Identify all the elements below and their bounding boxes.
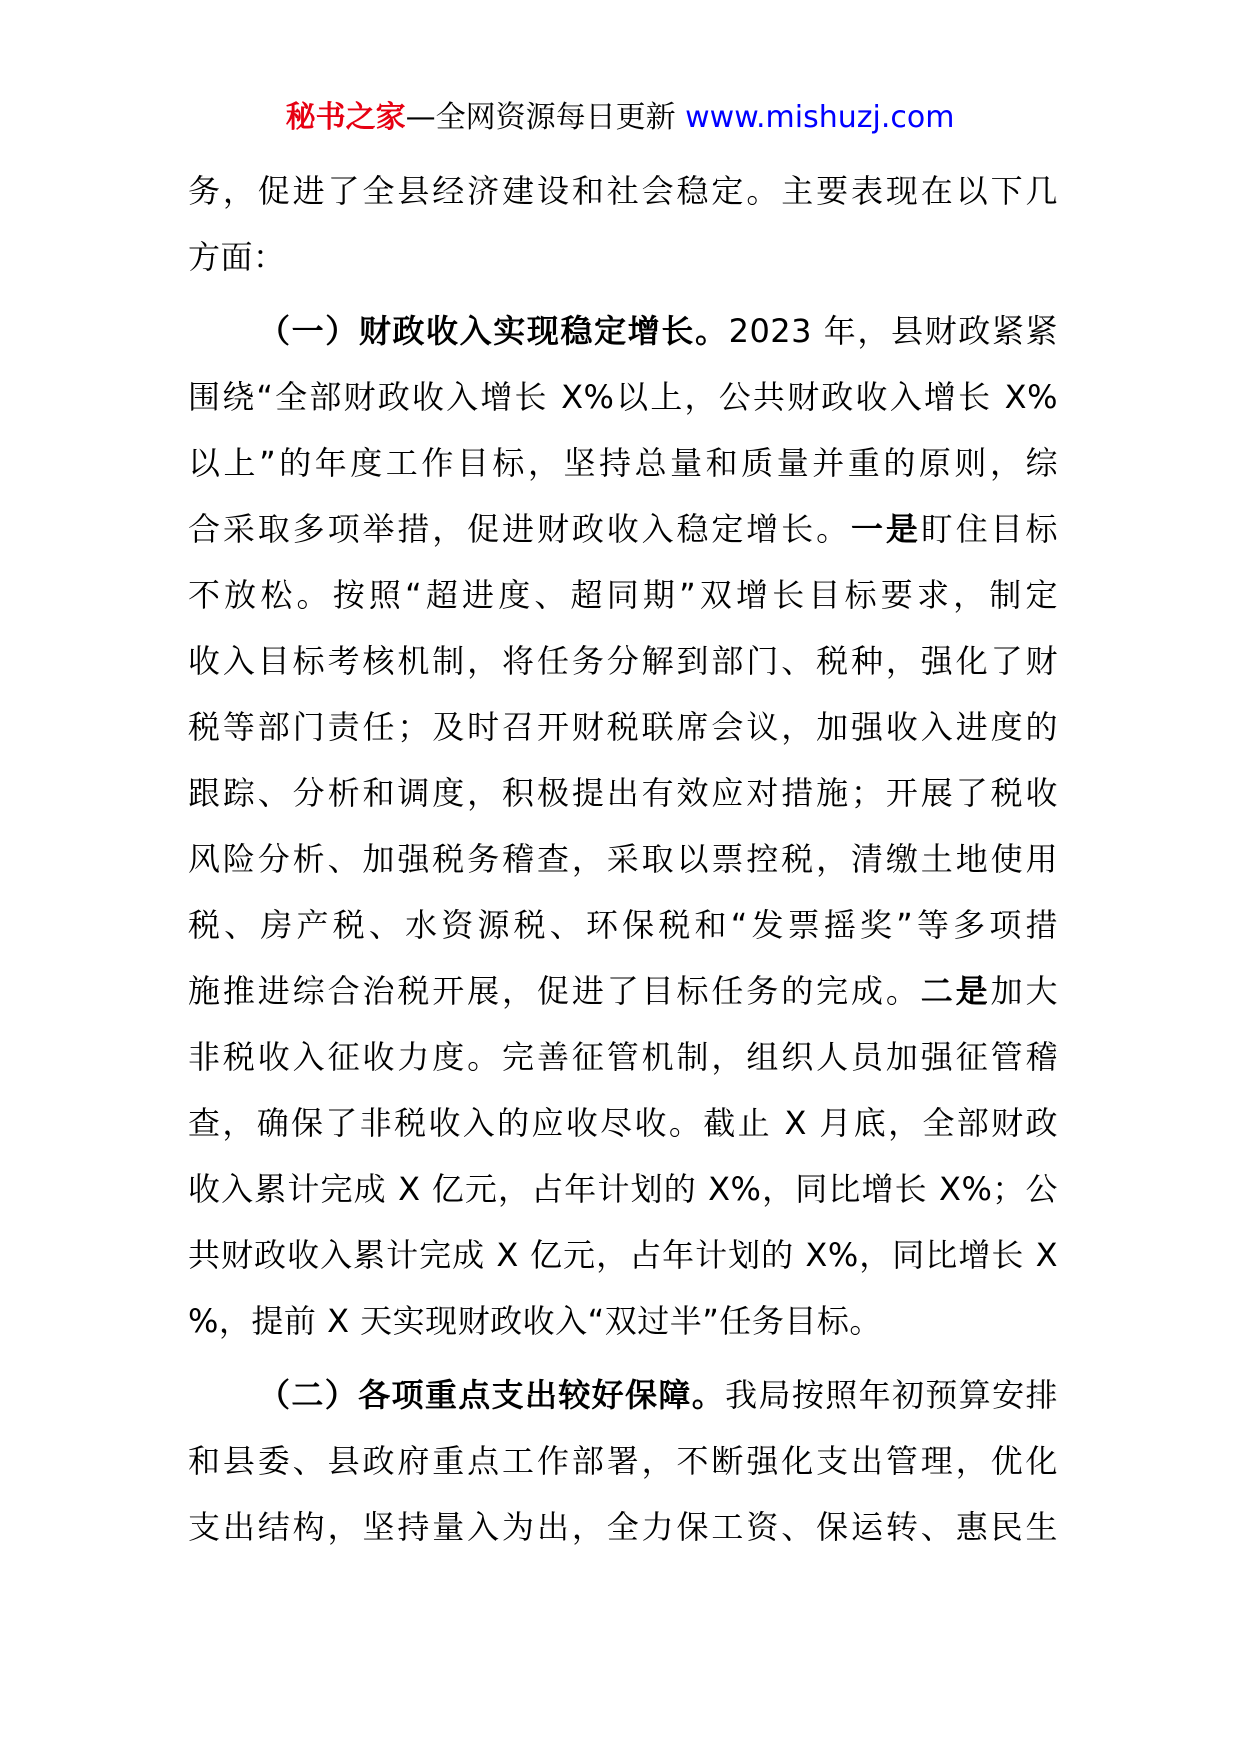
text-span: 2023 年，县财政紧紧	[728, 312, 1058, 350]
text-span: 加大	[990, 972, 1058, 1010]
text-line	[188, 958, 1058, 1024]
text-line: 方面：	[188, 238, 286, 276]
text-line: 收入累计完成 X 亿元，占年计划的 X%，同比增长 X%；公	[188, 1170, 1058, 1208]
text-line: 共财政收入累计完成 X 亿元，占年计划的 X%，同比增长 X	[188, 1236, 1058, 1274]
paragraph-intro-continued	[188, 158, 1058, 290]
text-line: 以上”的年度工作目标，坚持总量和质量并重的原则，综	[188, 444, 1058, 482]
text-span: 施推进综合治税开展，促进了目标任务的完成。	[188, 972, 921, 1010]
text-line: 收入目标考核机制，将任务分解到部门、税种，强化了财	[188, 642, 1058, 680]
text-line: 跟踪、分析和调度，积极提出有效应对措施；开展了税收	[188, 774, 1058, 812]
section-heading-1: （一）财政收入实现稳定增长。	[258, 312, 729, 350]
text-line: %，提前 X 天实现财政收入“双过半”任务目标。	[188, 1302, 882, 1340]
text-line	[188, 1362, 1058, 1428]
site-url-link[interactable]: www.mishuzj.com	[685, 100, 955, 135]
text-line: 围绕“全部财政收入增长 X%以上，公共财政收入增长 X%	[188, 378, 1058, 416]
brand-name: 秘书之家	[285, 100, 406, 135]
text-line	[188, 496, 1058, 562]
header-tagline: —全网资源每日更新	[405, 100, 686, 135]
text-line: 和县委、县政府重点工作部署，不断强化支出管理，优化	[188, 1442, 1058, 1480]
section-heading-2: （二）各项重点支出较好保障。	[258, 1376, 726, 1414]
text-line: 非税收入征收力度。完善征管机制，组织人员加强征管稽	[188, 1038, 1058, 1076]
text-span: 合采取多项举措，促进财政收入稳定增长。	[188, 510, 851, 548]
text-line: 不放松。按照“超进度、超同期”双增长目标要求，制定	[188, 576, 1058, 614]
text-line: 务，促进了全县经济建设和社会稳定。主要表现在以下几	[188, 172, 1058, 210]
paragraph-expenditure	[188, 1362, 1058, 1560]
text-line	[188, 298, 1058, 364]
text-line: 查，确保了非税收入的应收尽收。截止 X 月底，全部财政	[188, 1104, 1058, 1142]
document-body	[188, 158, 1058, 1560]
text-line: 支出结构，坚持量入为出，全力保工资、保运转、惠民生	[188, 1508, 1058, 1546]
bold-marker-first: 一是	[851, 510, 921, 548]
text-line: 风险分析、加强税务稽查，采取以票控税，清缴土地使用	[188, 840, 1058, 878]
text-span: 我局按照年初预算安排	[725, 1376, 1058, 1414]
text-line: 税等部门责任；及时召开财税联席会议，加强收入进度的	[188, 708, 1058, 746]
text-line: 税、房产税、水资源税、环保税和“发票摇奖”等多项措	[188, 906, 1058, 944]
watermark-header	[0, 98, 1240, 138]
text-span: 盯住目标	[920, 510, 1058, 548]
bold-marker-second: 二是	[920, 972, 991, 1010]
paragraph-revenue-growth	[188, 298, 1058, 1354]
